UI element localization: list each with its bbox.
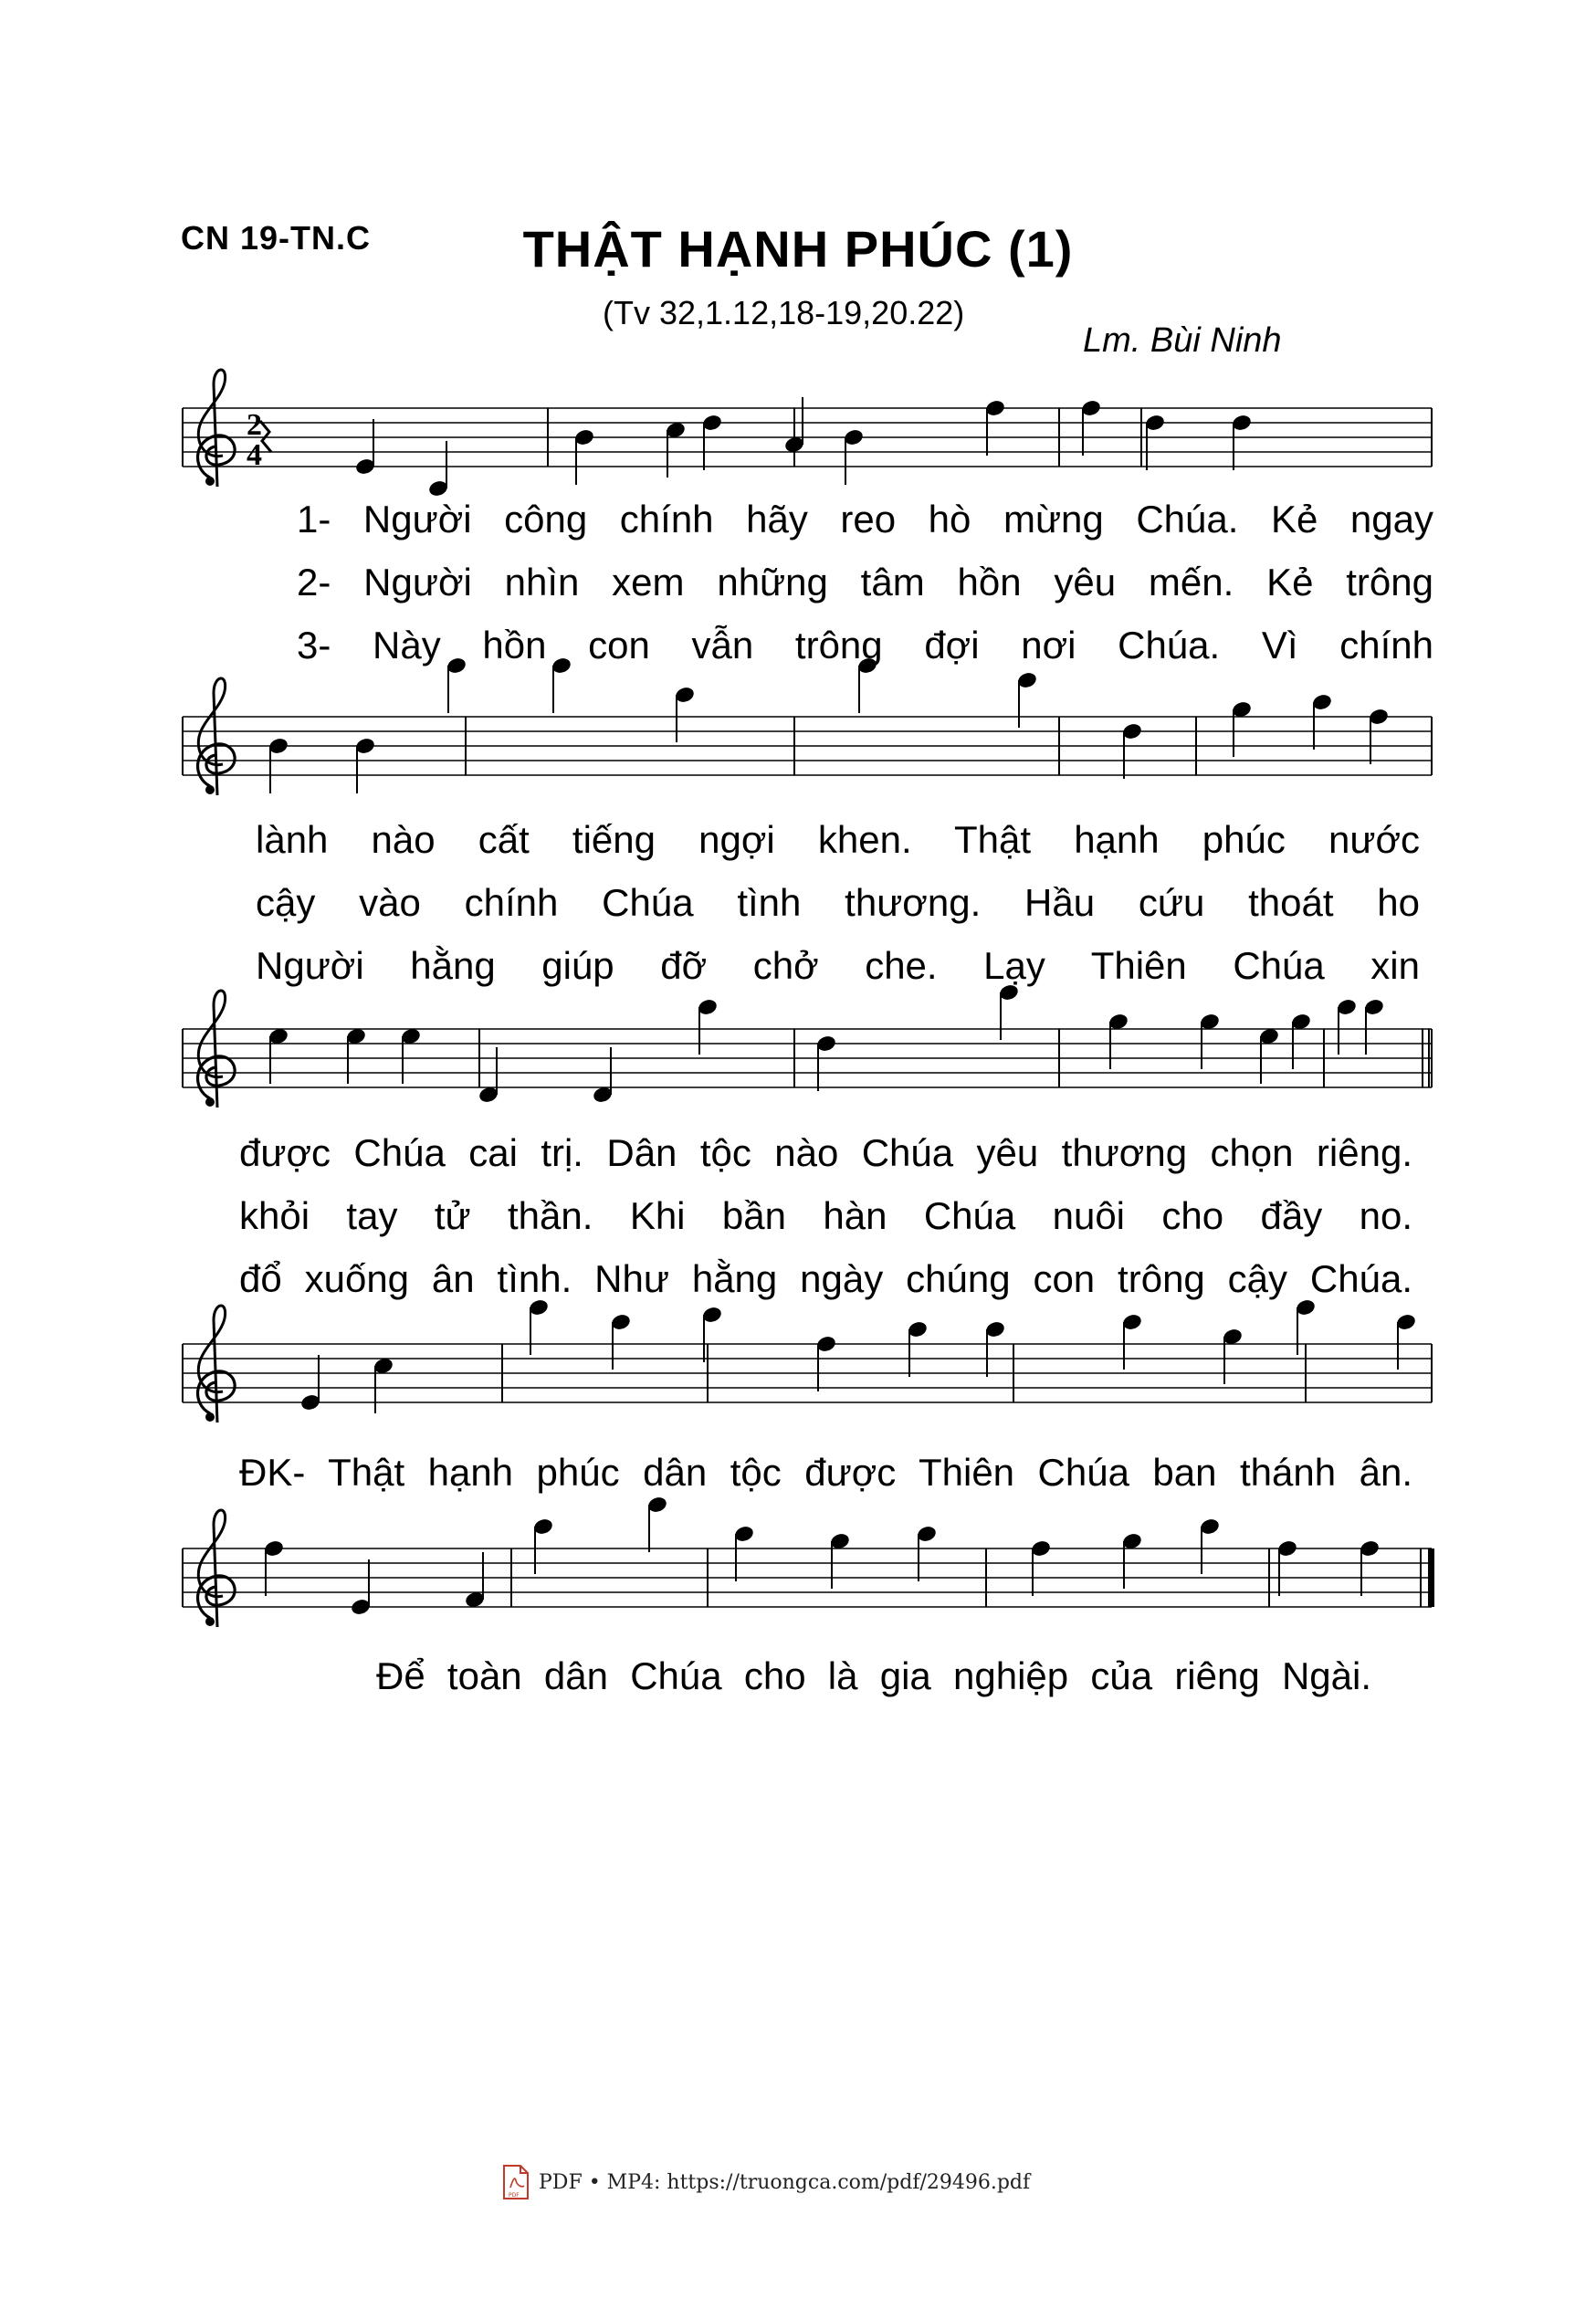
staff-system [183,983,1432,1108]
treble-clef-icon [198,370,236,487]
time-signature-bottom: 4 [247,438,262,472]
treble-clef-icon [198,678,236,795]
staff-system [183,1298,1432,1422]
lyric-line: 1- Người công chính hãy reo hò mừng Chúa. Kẻ ngay [297,498,1433,541]
staff-system [183,370,1432,499]
lyric-line: khỏi tay tử thần. Khi bần hàn Chúa nuôi cho đầy no. [239,1194,1412,1237]
composer: Lm. Bùi Ninh [1083,321,1282,360]
lyric-line: được Chúa cai trị. Dân tộc nào Chúa yêu thương chọn riêng. [239,1131,1412,1174]
lyric-line: Người hằng giúp đỡ chở che. Lạy Thiên Chúa xin [256,944,1420,987]
treble-clef-icon [198,991,236,1108]
treble-clef-icon [198,1306,236,1422]
staff-system [183,1496,1434,1627]
final-barline [1428,1548,1434,1607]
lyric-line: 2- Người nhìn xem những tâm hồn yêu mến. Kẻ trông [297,561,1433,604]
footer-text: PDF • MP4: https://truongca.com/pdf/29496.pdf [539,2170,1031,2194]
pdf-file-icon [502,2164,530,2200]
song-code: CN 19-TN.C [181,219,372,257]
svg-text:PDF: PDF [509,2192,520,2199]
staff-system [183,656,1432,795]
footer-link[interactable] [502,2162,1030,2202]
lyric-line: đổ xuống ân tình. Như hằng ngày chúng con trông cậy Chúa. [239,1257,1412,1300]
lyric-line: ĐK- Thật hạnh phúc dân tộc được Thiên Chúa ban thánh ân. [239,1451,1412,1494]
treble-clef-icon [198,1510,236,1627]
time-signature-top: 2 [247,408,262,442]
lyric-line: Để toàn dân Chúa cho là gia nghiệp của riêng Ngài. [376,1654,1371,1697]
psalm-reference: (Tv 32,1.12,18-19,20.22) [603,294,965,331]
lyric-line: cậy vào chính Chúa tình thương. Hầu cứu thoát ho [256,881,1420,924]
lyric-line: lành nào cất tiếng ngợi khen. Thật hạnh phúc nước [256,818,1420,861]
song-title: THẬT HẠNH PHÚC (1) [522,220,1074,278]
lyric-line: 3- Này hồn con vẫn trông đợi nơi Chúa. Vì chính [297,624,1433,667]
